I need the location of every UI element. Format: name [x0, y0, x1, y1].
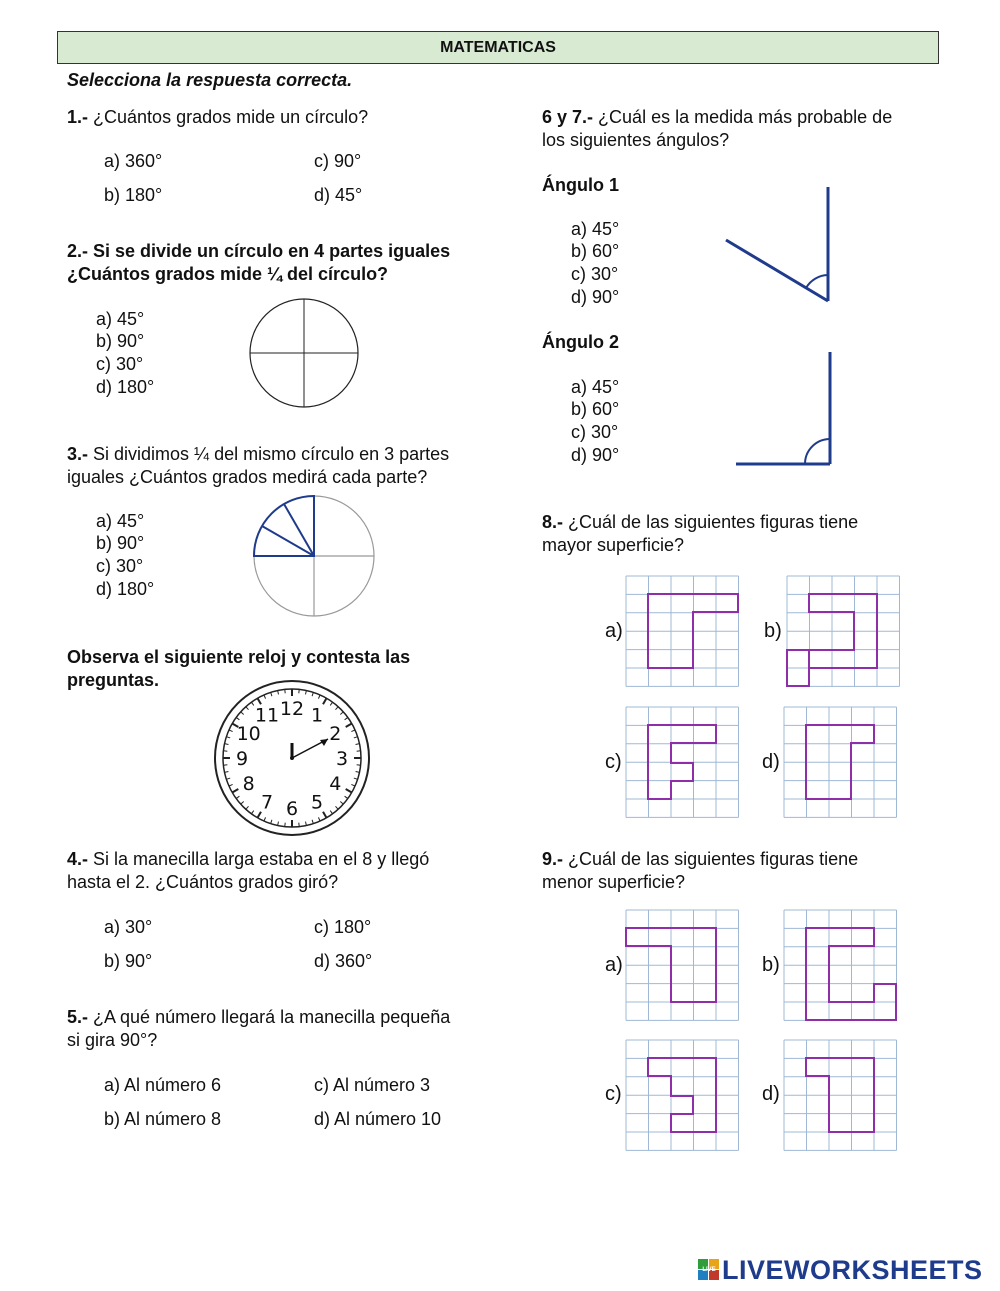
question-4-line1 — [67, 848, 429, 871]
angle-2-title: Ángulo 2 — [542, 332, 619, 352]
angle1-option-d[interactable]: d) 90° — [571, 287, 620, 307]
angle2-option-c[interactable]: c) 30° — [571, 422, 619, 442]
clock-number: 3 — [335, 748, 349, 770]
q1-option-d[interactable]: d) 45° — [314, 185, 363, 205]
q5-option-d[interactable]: d) Al número 10 — [314, 1109, 442, 1129]
q2-option-b[interactable]: b) 90° — [96, 331, 145, 351]
question-6-7-text: ¿Cuál es la medida más probable de — [598, 107, 893, 127]
q8-figure-d[interactable] — [784, 707, 898, 819]
question-6-7-line2: los siguientes ángulos? — [542, 130, 730, 150]
clock-number: 5 — [310, 791, 324, 814]
q8-figure-c[interactable] — [626, 707, 740, 819]
brand-name: LIVEWORKSHEETS — [722, 1255, 983, 1285]
question-4-text: Si la manecilla larga estaba en el 8 y llegó — [93, 849, 430, 869]
angle-2-figure — [734, 350, 834, 468]
question-4-line2: hasta el 2. ¿Cuántos grados giró? — [67, 872, 339, 892]
q8-figure-a[interactable] — [626, 576, 740, 688]
question-8-text: ¿Cuál de las siguientes figuras tiene — [568, 512, 859, 532]
instruction: Selecciona la respuesta correcta. — [67, 70, 353, 90]
clock-number: 12 — [279, 698, 305, 720]
angle-1-figure — [720, 185, 840, 305]
q9-label-b[interactable]: b) — [762, 954, 780, 976]
quartered-circle-figure — [248, 298, 362, 408]
question-3-line1 — [67, 443, 449, 466]
angle1-option-a[interactable]: a) 45° — [571, 219, 620, 239]
question-3-line2: iguales ¿Cuántos grados medirá cada parte? — [67, 467, 428, 487]
angle1-option-c[interactable]: c) 30° — [571, 264, 619, 284]
q9-label-a[interactable]: a) — [605, 954, 623, 976]
q8-label-a[interactable]: a) — [605, 620, 623, 642]
q4-option-a[interactable]: a) 30° — [104, 917, 153, 937]
q9-label-c[interactable]: c) — [605, 1083, 622, 1105]
q8-label-c[interactable]: c) — [605, 751, 622, 773]
question-1-text: ¿Cuántos grados mide un círculo? — [93, 107, 369, 127]
clock-number: 10 — [236, 723, 261, 745]
question-5-line2: si gira 90°? — [67, 1030, 158, 1050]
q9-figure-d[interactable] — [784, 1040, 898, 1152]
question-3-number: 3.- — [67, 444, 89, 464]
clock-instruction-line2: preguntas. — [67, 670, 160, 690]
angle2-option-a[interactable]: a) 45° — [571, 377, 620, 397]
question-5-number: 5.- — [67, 1007, 89, 1027]
question-5-text: ¿A qué número llegará la manecilla pequeña — [93, 1007, 451, 1027]
question-2-line1: 2.- Si se divide un círculo en 4 partes iguales — [67, 241, 451, 261]
q2-option-a[interactable]: a) 45° — [96, 309, 145, 329]
question-5-line1 — [67, 1006, 450, 1029]
question-9-text: ¿Cuál de las siguientes figuras tiene — [568, 849, 859, 869]
q8-figure-b[interactable] — [787, 576, 901, 688]
q5-option-a[interactable]: a) Al número 6 — [104, 1075, 222, 1095]
clock-number: 8 — [242, 773, 255, 795]
q8-label-d[interactable]: d) — [762, 751, 780, 773]
q4-option-c[interactable]: c) 180° — [314, 917, 372, 937]
question-2-line2: ¿Cuántos grados mide ¼ del círculo? — [67, 264, 389, 284]
angle2-option-d[interactable]: d) 90° — [571, 445, 620, 465]
q9-figure-a[interactable] — [626, 910, 740, 1022]
liveworksheets-logo-icon — [698, 1259, 720, 1281]
clock-figure — [212, 680, 372, 840]
question-1-number: 1.- — [67, 107, 89, 127]
angle2-option-b[interactable]: b) 60° — [571, 399, 620, 419]
q4-option-b[interactable]: b) 90° — [104, 951, 153, 971]
q5-option-c[interactable]: c) Al número 3 — [314, 1075, 431, 1095]
angle1-option-b[interactable]: b) 60° — [571, 241, 620, 261]
clock-number: 6 — [285, 798, 299, 820]
clock-number: 11 — [254, 704, 280, 727]
question-8-line1 — [542, 511, 858, 534]
q1-option-b[interactable]: b) 180° — [104, 185, 163, 205]
q9-label-d[interactable]: d) — [762, 1083, 780, 1105]
question-4-number: 4.- — [67, 849, 89, 869]
q2-option-c[interactable]: c) 30° — [96, 354, 144, 374]
q3-option-d[interactable]: d) 180° — [96, 579, 155, 599]
question-8-line2: mayor superficie? — [542, 535, 685, 555]
q2-option-d[interactable]: d) 180° — [96, 377, 155, 397]
clock-number: 7 — [260, 791, 274, 814]
q3-option-b[interactable]: b) 90° — [96, 533, 145, 553]
clock-number: 4 — [329, 773, 342, 795]
divided-circle-figure — [252, 496, 376, 620]
q8-label-b[interactable]: b) — [764, 620, 782, 642]
q3-option-c[interactable]: c) 30° — [96, 556, 144, 576]
clock-instruction-line1: Observa el siguiente reloj y contesta las — [67, 647, 411, 667]
question-6-7-number: 6 y 7.- — [542, 107, 594, 127]
clock-number: 9 — [235, 748, 249, 770]
logo-letters: LIVE — [702, 1267, 716, 1273]
question-8-number: 8.- — [542, 512, 564, 532]
q3-option-a[interactable]: a) 45° — [96, 511, 145, 531]
q5-option-b[interactable]: b) Al número 8 — [104, 1109, 222, 1129]
question-9-number: 9.- — [542, 849, 564, 869]
question-9-line1 — [542, 848, 858, 871]
q1-option-c[interactable]: c) 90° — [314, 151, 362, 171]
question-3-text: Si dividimos ¼ del mismo círculo en 3 partes — [93, 444, 450, 464]
q9-figure-b[interactable] — [784, 910, 898, 1022]
question-6-7-line1 — [542, 106, 892, 129]
clock-number: 2 — [329, 723, 342, 745]
angle-1-title: Ángulo 1 — [542, 175, 619, 195]
q1-option-a[interactable]: a) 360° — [104, 151, 163, 171]
page-title: MATEMATICAS — [57, 31, 939, 64]
q9-figure-c[interactable] — [626, 1040, 740, 1152]
question-1 — [67, 106, 368, 129]
question-9-line2: menor superficie? — [542, 872, 686, 892]
clock-number: 1 — [310, 704, 324, 727]
q4-option-d[interactable]: d) 360° — [314, 951, 373, 971]
